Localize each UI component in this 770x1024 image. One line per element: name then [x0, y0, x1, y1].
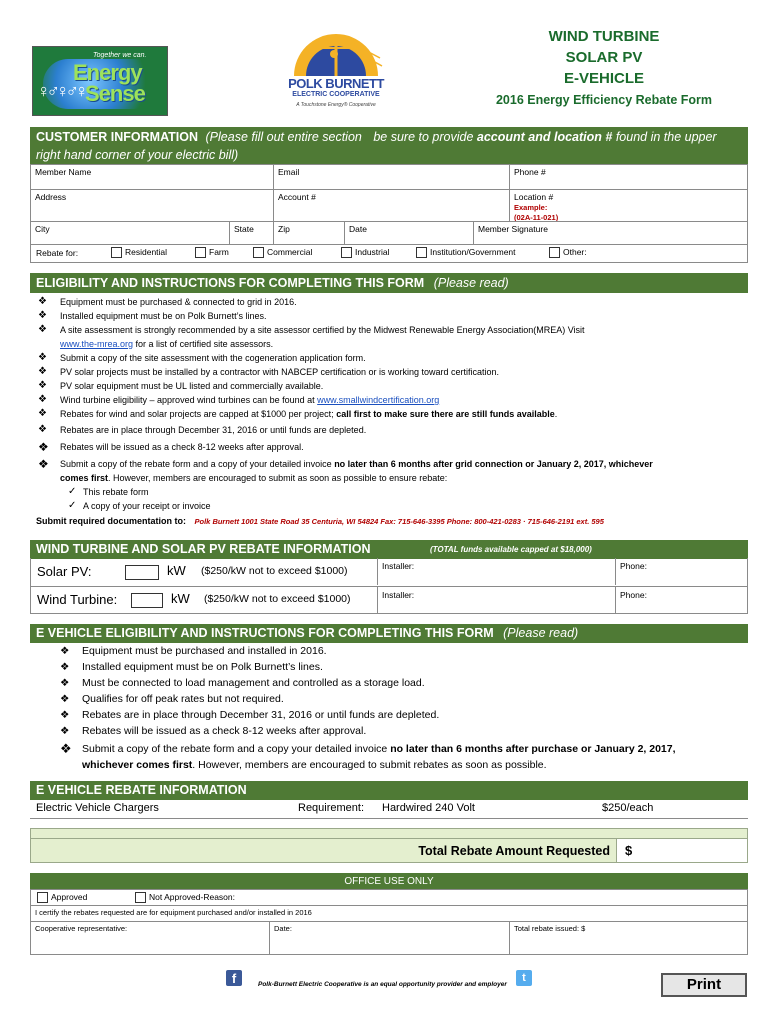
diamond-bullet-icon: ❖ — [38, 380, 47, 391]
farm-checkbox[interactable]: Farm — [195, 247, 229, 258]
logo-tagline: Together we can. — [93, 52, 147, 59]
diamond-bullet-icon: ❖ — [38, 408, 47, 419]
eligibility-list — [38, 295, 653, 513]
title-line-2: SOLAR PV — [565, 49, 643, 66]
check-item: ✓ This rebate form — [68, 486, 149, 497]
diamond-bullet-icon: ❖ — [38, 296, 47, 307]
ev-eligibility-list — [60, 643, 676, 773]
logo-word-sense: Sense — [85, 81, 145, 106]
total-label-box — [30, 838, 616, 863]
solar-kw-input[interactable] — [125, 565, 159, 580]
list-item: ❖ Submit a copy of the rebate form and a copy of your detailed invoice no later than 6 months after grid connection or January 2, 2017, whichever — [38, 457, 653, 471]
address-field[interactable]: Address — [30, 189, 274, 222]
list-item: ❖ Rebates are in place through December 31, 2016 or until funds are depleted. — [38, 424, 367, 435]
diamond-bullet-icon: ❖ — [38, 440, 49, 454]
office-header: OFFICE USE ONLY — [30, 873, 748, 890]
list-item: ❖ PV solar equipment must be UL listed and commercially available. — [38, 380, 324, 391]
institution-checkbox[interactable]: Institution/Government — [416, 247, 516, 258]
solar-row: Solar PV: kW ($250/kW not to exceed $1000) Installer: Phone: — [30, 558, 748, 587]
people-icon: ♀♂♀♂♀ — [37, 81, 85, 101]
email-field[interactable]: Email — [273, 164, 510, 190]
logo-name: POLK BURNETT — [288, 76, 384, 91]
diamond-bullet-icon: ❖ — [38, 352, 47, 363]
checkmark-icon: ✓ — [68, 500, 77, 511]
total-amount-field[interactable]: $ — [616, 838, 748, 863]
diamond-bullet-icon: ❖ — [60, 661, 70, 673]
commercial-checkbox[interactable]: Commercial — [253, 247, 312, 258]
logo-word-energy: Energy — [73, 60, 142, 85]
approval-row — [30, 889, 748, 906]
state-field[interactable]: State — [229, 221, 274, 245]
rep-field[interactable]: Cooperative representative: — [30, 921, 270, 955]
facebook-icon[interactable]: f — [226, 970, 242, 986]
list-item: ❖ Rebates will be issued as a check 8-12 weeks after approval. — [60, 725, 367, 737]
approved-checkbox[interactable]: Approved — [37, 892, 87, 903]
diamond-bullet-icon: ❖ — [60, 693, 70, 705]
phone-field[interactable]: Phone # — [509, 164, 748, 190]
list-item: ❖ Rebates for wind and solar projects are capped at $1000 per project; call first to make sure there are still funds available. — [38, 408, 558, 419]
title-line-1: WIND TURBINE — [548, 28, 660, 45]
list-item: ❖ PV solar projects must be installed by a contractor with NABCEP certification or is working toward certification. — [38, 366, 500, 377]
mrea-link[interactable]: www.the-mrea.org — [60, 339, 134, 349]
solar-installer-field[interactable]: Installer: — [382, 561, 415, 571]
list-item: ❖ Installed equipment must be on Polk Burnett’s lines. — [60, 661, 323, 673]
industrial-checkbox[interactable]: Industrial — [341, 247, 390, 258]
list-item: ❖ Must be connected to load management and controlled as a storage load. — [60, 677, 425, 689]
form-title — [484, 26, 724, 89]
lineman-sun-icon — [276, 24, 396, 114]
total-label: Total Rebate Amount Requested — [418, 844, 610, 858]
diamond-bullet-icon: ❖ — [60, 645, 70, 657]
list-item: ❖ Wind turbine eligibility – approved wind turbines can be found at www.smallwindcertification.org — [38, 394, 440, 405]
list-item: ❖ A site assessment is strongly recommended by a site assessor certified by the Midwest Renewable Energy Association(MREA) Visit — [38, 324, 585, 335]
location-example: Example: — [514, 203, 548, 212]
certify-row: I certify the rebates requested are for equipment purchased and/or installed in 2016 — [30, 905, 748, 922]
customer-info-header: CUSTOMER INFORMATION (Please fill out entire section be sure to provide account and location # found in the upper right hand corner of your electric bill) — [30, 127, 748, 165]
wind-phone-field[interactable]: Phone: — [620, 590, 647, 600]
diamond-bullet-icon: ❖ — [38, 457, 49, 471]
polk-burnett-logo — [276, 24, 396, 114]
diamond-bullet-icon: ❖ — [60, 677, 70, 689]
wind-kw-input[interactable] — [131, 593, 163, 608]
diamond-bullet-icon: ❖ — [60, 741, 72, 756]
member-name-field[interactable]: Member Name — [30, 164, 274, 190]
list-item: www.the-mrea.org for a list of certified site assessors. — [60, 339, 274, 349]
residential-checkbox[interactable]: Residential — [111, 247, 167, 258]
location-field[interactable]: Location # Example: (02A-11-021) — [509, 189, 748, 222]
rebate-for-row: Rebate for: Residential Farm Commercial Industrial Institution/Government Other: — [30, 244, 748, 263]
energy-sense-logo — [32, 46, 168, 116]
list-item: ❖ Submit a copy of the site assessment with the cogeneration application form. — [38, 352, 366, 363]
logo-touchstone: A Touchstone Energy® Cooperative — [296, 102, 376, 108]
list-item: ❖ Installed equipment must be on Polk Burnett’s lines. — [38, 310, 267, 321]
eligibility-header: ELIGIBILITY AND INSTRUCTIONS FOR COMPLETING THIS FORM (Please read) — [30, 273, 748, 293]
ev-charger-row: Electric Vehicle Chargers Requirement: Hardwired 240 Volt $250/each — [30, 799, 748, 819]
checkmark-icon: ✓ — [68, 486, 77, 497]
submit-line: Submit required documentation to: Polk Burnett 1001 State Road 35 Centuria, WI 54824 Fax: 715-646-3395 Phone: 800-421-0283 · 715-646-2191 ext. 595 — [36, 516, 604, 526]
not-approved-checkbox[interactable]: Not Approved-Reason: — [135, 892, 235, 903]
account-field[interactable]: Account # — [273, 189, 510, 222]
submit-address: Polk Burnett 1001 State Road 35 Centuria, WI 54824 Fax: 715-646-3395 Phone: 800-421-0283 · 715-646-2191 ext. 595 — [194, 517, 604, 526]
list-item: comes first. However, members are encouraged to submit as soon as possible to ensure rebate: — [60, 473, 448, 483]
list-item: ❖ Rebates will be issued as a check 8-12 weeks after approval. — [38, 440, 304, 454]
diamond-bullet-icon: ❖ — [38, 424, 47, 435]
list-item: ❖ Equipment must be purchased & connected to grid in 2016. — [38, 296, 297, 307]
diamond-bullet-icon: ❖ — [38, 394, 47, 405]
member-signature-field[interactable]: Member Signature — [473, 221, 748, 245]
twitter-icon[interactable]: t — [516, 970, 532, 986]
solar-phone-field[interactable]: Phone: — [620, 561, 647, 571]
wind-solar-header: WIND TURBINE AND SOLAR PV REBATE INFORMATION (TOTAL funds available capped at $18,000) — [30, 540, 748, 559]
title-line-3: E-VEHICLE — [563, 70, 644, 87]
ev-eligibility-header: E VEHICLE ELIGIBILITY AND INSTRUCTIONS FOR COMPLETING THIS FORM (Please read) — [30, 624, 748, 643]
location-example-value: (02A-11-021) — [514, 213, 559, 222]
list-item: ❖ Equipment must be purchased and installed in 2016. — [60, 645, 327, 657]
zip-field[interactable]: Zip — [273, 221, 345, 245]
wind-row: Wind Turbine: kW ($250/kW not to exceed $1000) Installer: Phone: — [30, 586, 748, 614]
list-item: ❖ Submit a copy of the rebate form and a copy your detailed invoice no later than 6 months after purchase or January 2, 2017, — [60, 741, 676, 756]
date-field[interactable]: Date — [344, 221, 474, 245]
check-item: ✓ A copy of your receipt or invoice — [68, 500, 211, 511]
equal-opportunity-statement: Polk-Burnett Electric Cooperative is an equal opportunity provider and employer — [258, 981, 507, 988]
list-item: whichever comes first. However, members are encouraged to submit rebates as soon as possible. — [82, 759, 547, 771]
form-subtitle: 2016 Energy Efficiency Rebate Form — [495, 93, 713, 107]
logo-coop: ELECTRIC COOPERATIVE — [292, 91, 380, 98]
office-date-field[interactable]: Date: — [269, 921, 510, 955]
diamond-bullet-icon: ❖ — [38, 310, 47, 321]
list-item: ❖ Rebates are in place through December 31, 2016 or until funds are depleted. — [60, 709, 440, 721]
ev-rebate-header: E VEHICLE REBATE INFORMATION — [30, 781, 748, 800]
other-checkbox[interactable]: Other: — [549, 247, 587, 258]
diamond-bullet-icon: ❖ — [60, 725, 70, 737]
wind-installer-field[interactable]: Installer: — [382, 590, 415, 600]
diamond-bullet-icon: ❖ — [38, 324, 47, 335]
city-field[interactable]: City — [30, 221, 230, 245]
diamond-bullet-icon: ❖ — [60, 709, 70, 721]
print-button[interactable]: Print — [661, 973, 747, 997]
list-item: ❖ Qualifies for off peak rates but not required. — [60, 693, 284, 705]
total-issued-field[interactable]: Total rebate issued: $ — [509, 921, 748, 955]
wind-cert-link[interactable]: www.smallwindcertification.org — [317, 395, 440, 405]
diamond-bullet-icon: ❖ — [38, 366, 47, 377]
